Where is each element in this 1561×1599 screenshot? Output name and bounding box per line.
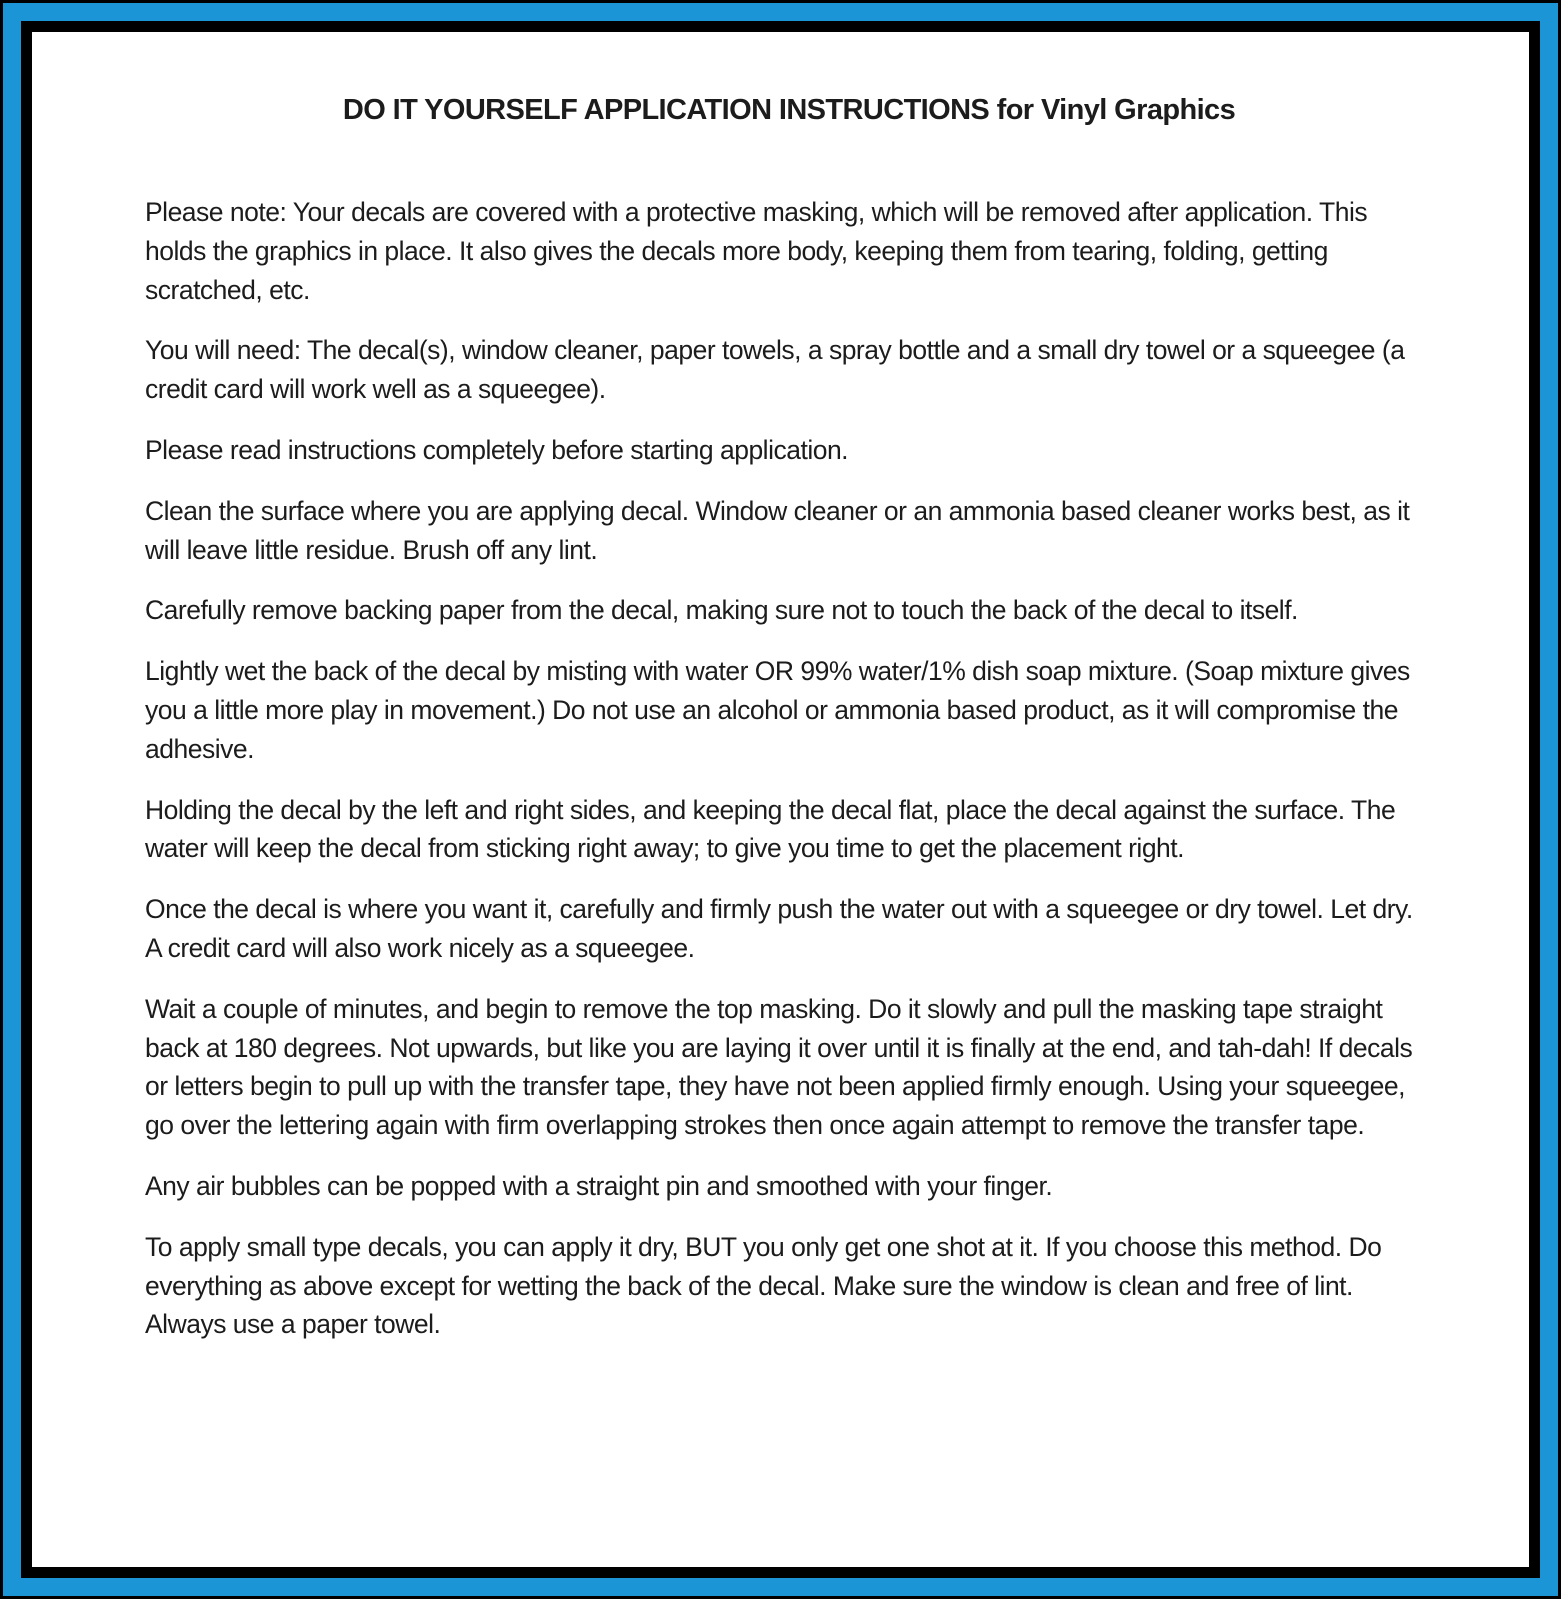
paragraph: Please note: Your decals are covered with a protective masking, which will be removed after application. This holds the graphics in place. It also gives the decals more body, keeping them from tearing, folding, getting scratched, etc. [145,197,1368,305]
blue-frame-border [3,3,1558,1596]
paragraph: Please read instructions completely before starting application. [145,434,849,465]
paragraph: Wait a couple of minutes, and begin to remove the top masking. Do it slowly and pull the masking tape straight back at 180 degrees. Not upwards, but like you are laying it over until it is finally at the end, and tah-dah! If decals or letters begin to pull up with the transfer tape, they have not been applied firmly enough. Using your squeegee, go over the lettering again with firm overlapping strokes then once again attempt to remove the transfer tape. [145,993,1413,1141]
paragraph: You will need: The decal(s), window cleaner, paper towels, a spray bottle and a small dry towel or a squeegee (a credit card will work well as a squeegee). [145,335,1405,405]
paragraph: Clean the surface where you are applying decal. Window cleaner or an ammonia based cleaner works best, as it will leave little residue. Brush off any lint. [145,495,1410,565]
paragraph: Any air bubbles can be popped with a straight pin and smoothed with your finger. [145,1170,1053,1201]
document-content [32,32,1529,1567]
page-title: DO IT YOURSELF APPLICATION INSTRUCTIONS for Vinyl Graphics [342,94,1236,126]
paragraph: Carefully remove backing paper from the decal, making sure not to touch the back of the decal to itself. [145,595,1298,626]
paragraph: Holding the decal by the left and right sides, and keeping the decal flat, place the decal against the surface. The water will keep the decal from sticking right away; to give you time to get the placement right. [145,794,1396,864]
paragraph: Once the decal is where you want it, carefully and firmly push the water out with a squeegee or dry towel. Let dry. A credit card will also work nicely as a squeegee. [145,894,1413,963]
document-body [145,193,1433,1344]
black-frame-border [21,21,1540,1578]
paragraph: To apply small type decals, you can apply it dry, BUT you only get one shot at it. If you choose this method. Do everything as above except for wetting the back of the decal. Make sure the window is clean and free of lint. Always use a paper towel. [145,1231,1382,1340]
paragraph: Lightly wet the back of the decal by misting with water OR 99% water/1% dish soap mixture. (Soap mixture gives you a little more play in movement.) Do not use an alcohol or ammonia based product, as it will compromise the adhesive. [145,656,1410,764]
